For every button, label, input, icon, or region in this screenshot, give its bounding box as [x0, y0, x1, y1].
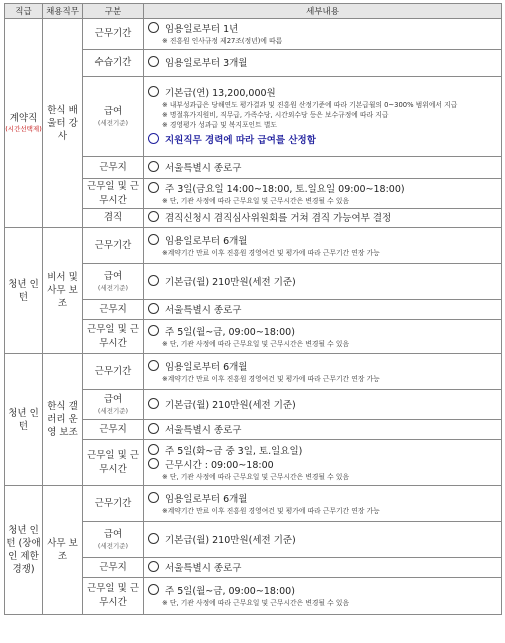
rank-cell: [5, 354, 43, 486]
item-label: 겸직: [103, 212, 123, 223]
circle-bullet-icon: [148, 161, 159, 172]
detail-line: [148, 303, 497, 317]
detail-line: [148, 182, 497, 196]
circle-bullet-icon: [148, 211, 159, 222]
detail-cell: [144, 486, 502, 522]
detail-note: ※ 경영평가 성과급 및 복지포인트 별도: [162, 121, 277, 129]
circle-bullet-icon: [148, 561, 159, 572]
detail-text: 기본급(월) 210만원(세전 기준): [165, 534, 296, 546]
table-row: [5, 486, 502, 522]
detail-line: [148, 492, 497, 506]
duty-cell: [43, 486, 83, 615]
detail-line: [148, 86, 497, 100]
item-sublabel: (세전기준): [97, 119, 129, 127]
detail-cell: [144, 209, 502, 228]
item-cell: [83, 354, 144, 390]
rank-label: 계약직: [9, 113, 38, 124]
circle-bullet-icon: [148, 182, 159, 193]
rank-label: 청년 인턴 (장애인 제한 경쟁): [6, 525, 41, 575]
detail-line: [148, 423, 497, 437]
rank-sublabel: (시간선택제): [5, 125, 42, 133]
detail-line: [148, 211, 497, 225]
circle-bullet-icon: [148, 275, 159, 286]
item-cell: [83, 320, 144, 354]
duty-cell: [43, 354, 83, 486]
circle-bullet-icon: [148, 22, 159, 33]
item-cell: [83, 209, 144, 228]
detail-note: ※ 내부성과급은 당해연도 평가결과 및 진흥원 산정기준에 따라 기본급월의 0~300% 범위에서 지급: [162, 101, 458, 109]
circle-bullet-icon: [148, 360, 159, 371]
detail-note: ※계약기간 만료 이후 진흥원 경영여건 및 평가에 따라 근무기간 연장 가능: [162, 374, 380, 383]
duty-label: 사무 보조: [47, 538, 78, 562]
detail-cell: [144, 19, 502, 50]
detail-text: 기본급(월) 210만원(세전 기준): [165, 399, 296, 411]
circle-bullet-icon: [148, 458, 159, 469]
circle-bullet-icon: [148, 86, 159, 97]
circle-bullet-icon: [148, 234, 159, 245]
item-label: 근무기간: [94, 365, 132, 377]
item-cell: [83, 440, 144, 486]
item-cell: [83, 228, 144, 264]
header-rank: 직급: [5, 4, 43, 19]
detail-line: [148, 161, 497, 175]
item-label: 근무지: [99, 423, 127, 435]
detail-line: [148, 561, 497, 575]
item-cell: [83, 50, 144, 77]
detail-note: ※ 단, 기관 사정에 따라 근무요일 및 근무시간은 변경될 수 있음: [162, 196, 350, 205]
detail-note: ※ 단, 기관 사정에 따라 근무요일 및 근무시간은 변경될 수 있음: [162, 339, 350, 348]
item-cell: [83, 420, 144, 440]
item-label: 근무지: [99, 161, 127, 173]
highlight-text: 지원직무 경력에 따라 급여를 산정함: [165, 135, 316, 146]
item-label: 근무기간: [94, 497, 132, 509]
header-category: 구분: [83, 4, 144, 19]
detail-line: [148, 22, 497, 36]
table-row: [5, 19, 502, 50]
detail-text: 주 5일(월~금, 09:00~18:00): [165, 326, 295, 338]
employment-conditions-table: [4, 3, 502, 615]
item-cell: [83, 77, 144, 157]
rank-label: 청년 인턴: [8, 278, 39, 303]
item-cell: [83, 157, 144, 179]
detail-cell: [144, 420, 502, 440]
detail-text: 근무시간 : 09:00~18:00: [165, 459, 274, 471]
item-cell: [83, 578, 144, 615]
item-cell: [83, 300, 144, 320]
detail-note: ※ 단, 기관 사정에 따라 근무요일 및 근무시간은 변경될 수 있음: [162, 599, 350, 607]
detail-text: 주 5일(화~금 중 3일, 토.일요일): [165, 445, 303, 457]
detail-line: [148, 360, 497, 374]
detail-line: [148, 398, 497, 412]
item-label: 근무지: [99, 303, 127, 315]
detail-text: 임용일로부터 1년: [165, 24, 239, 35]
rank-label: 청년 인턴: [8, 407, 39, 432]
detail-text: 서울특별시 종로구: [165, 162, 242, 174]
circle-bullet-icon: [148, 584, 159, 595]
item-label: 급여: [103, 394, 123, 405]
detail-note: ※ 단, 기관 사정에 따라 근무요일 및 근무시간은 변경될 수 있음: [162, 472, 350, 481]
detail-cell: [144, 320, 502, 354]
table-row: [5, 228, 502, 264]
duty-cell: [43, 19, 83, 228]
detail-text: 겸직신청시 겸직심사위원회를 거쳐 겸직 가능여부 결정: [165, 213, 392, 224]
detail-text: 임용일로부터 6개월: [165, 235, 248, 247]
detail-text: 주 3일(금요일 14:00~18:00, 토.일요일 09:00~18:00): [165, 183, 405, 195]
item-label: 근무일 및 근무시간: [87, 449, 139, 475]
detail-cell: [144, 264, 502, 300]
detail-cell: [144, 77, 502, 157]
circle-bullet-icon: [148, 325, 159, 336]
detail-note: ※ 명절휴가지원비, 직무급, 가족수당, 시간외수당 등은 보수규정에 따라 지급: [162, 111, 389, 119]
item-sublabel: (세전기준): [97, 407, 129, 415]
circle-bullet-icon: [148, 492, 159, 503]
item-label: 근무지: [99, 561, 127, 573]
circle-bullet-icon: [148, 423, 159, 434]
detail-line: [148, 234, 497, 248]
detail-cell: [144, 558, 502, 578]
highlight-line: [148, 133, 497, 147]
duty-label: 한식 배울터 강사: [47, 104, 78, 142]
detail-line: [148, 533, 497, 547]
duty-label: 한식 갤러리 운영 보조: [47, 401, 78, 438]
detail-cell: [144, 522, 502, 558]
item-sublabel: (세전기준): [97, 542, 129, 550]
rank-cell: [5, 19, 43, 228]
detail-text: 서울특별시 종로구: [165, 424, 242, 436]
detail-cell: [144, 157, 502, 179]
detail-text: 임용일로부터 6개월: [165, 493, 248, 505]
item-cell: [83, 486, 144, 522]
detail-text: 기본급(연) 13,200,000원: [165, 88, 276, 99]
item-label: 수습기간: [94, 57, 132, 68]
detail-line: [148, 584, 497, 598]
item-cell: [83, 264, 144, 300]
detail-line: [148, 458, 497, 472]
circle-bullet-icon: [148, 444, 159, 455]
item-cell: [83, 522, 144, 558]
detail-line: [148, 444, 497, 458]
detail-note: ※ 진흥원 인사규정 제27조(정년)에 따름: [162, 37, 283, 45]
detail-cell: [144, 179, 502, 209]
detail-note: ※계약기간 만료 이후 진흥원 경영여건 및 평가에 따라 근무기간 연장 가능: [162, 506, 380, 515]
table-body: [5, 19, 502, 615]
detail-line: [148, 325, 497, 339]
table-row: [5, 354, 502, 390]
item-sublabel: (세전기준): [97, 284, 129, 292]
detail-cell: [144, 228, 502, 264]
item-label: 근무일 및 근무시간: [87, 323, 139, 349]
detail-cell: [144, 578, 502, 615]
detail-text: 주 5일(월~금, 09:00~18:00): [165, 586, 295, 597]
duty-label: 비서 및 사무 보조: [47, 272, 78, 309]
rank-cell: [5, 228, 43, 354]
circle-bullet-icon: [148, 303, 159, 314]
detail-text: 서울특별시 종로구: [165, 304, 242, 316]
detail-line: [148, 56, 497, 70]
detail-cell: [144, 440, 502, 486]
detail-text: 서울특별시 종로구: [165, 562, 242, 574]
item-label: 급여: [103, 529, 123, 540]
detail-text: 기본급(월) 210만원(세전 기준): [165, 276, 296, 288]
item-cell: [83, 558, 144, 578]
rank-cell: [5, 486, 43, 615]
detail-cell: [144, 50, 502, 77]
item-label: 급여: [103, 106, 123, 117]
circle-bullet-icon: [148, 398, 159, 409]
item-cell: [83, 19, 144, 50]
item-label: 근무일 및 근무시간: [87, 583, 139, 608]
header-duty: 채용직무: [43, 4, 83, 19]
item-label: 근무일 및 근무시간: [87, 180, 139, 206]
detail-cell: [144, 300, 502, 320]
item-cell: [83, 390, 144, 420]
duty-cell: [43, 228, 83, 354]
detail-cell: [144, 354, 502, 390]
item-label: 급여: [103, 271, 123, 282]
item-label: 근무기간: [94, 239, 132, 251]
detail-text: 임용일로부터 6개월: [165, 361, 248, 373]
circle-bullet-icon: [148, 56, 159, 67]
item-cell: [83, 179, 144, 209]
detail-note: ※계약기간 만료 이후 진흥원 경영여건 및 평가에 따라 근무기간 연장 가능: [162, 248, 380, 257]
circle-bullet-icon: [148, 533, 159, 544]
header-details: 세부내용: [144, 4, 502, 19]
detail-line: [148, 275, 497, 289]
table-header-row: [5, 4, 502, 19]
circle-bullet-icon: [148, 133, 159, 144]
detail-cell: [144, 390, 502, 420]
item-label: 근무기간: [94, 28, 132, 39]
detail-text: 임용일로부터 3개월: [165, 58, 248, 69]
